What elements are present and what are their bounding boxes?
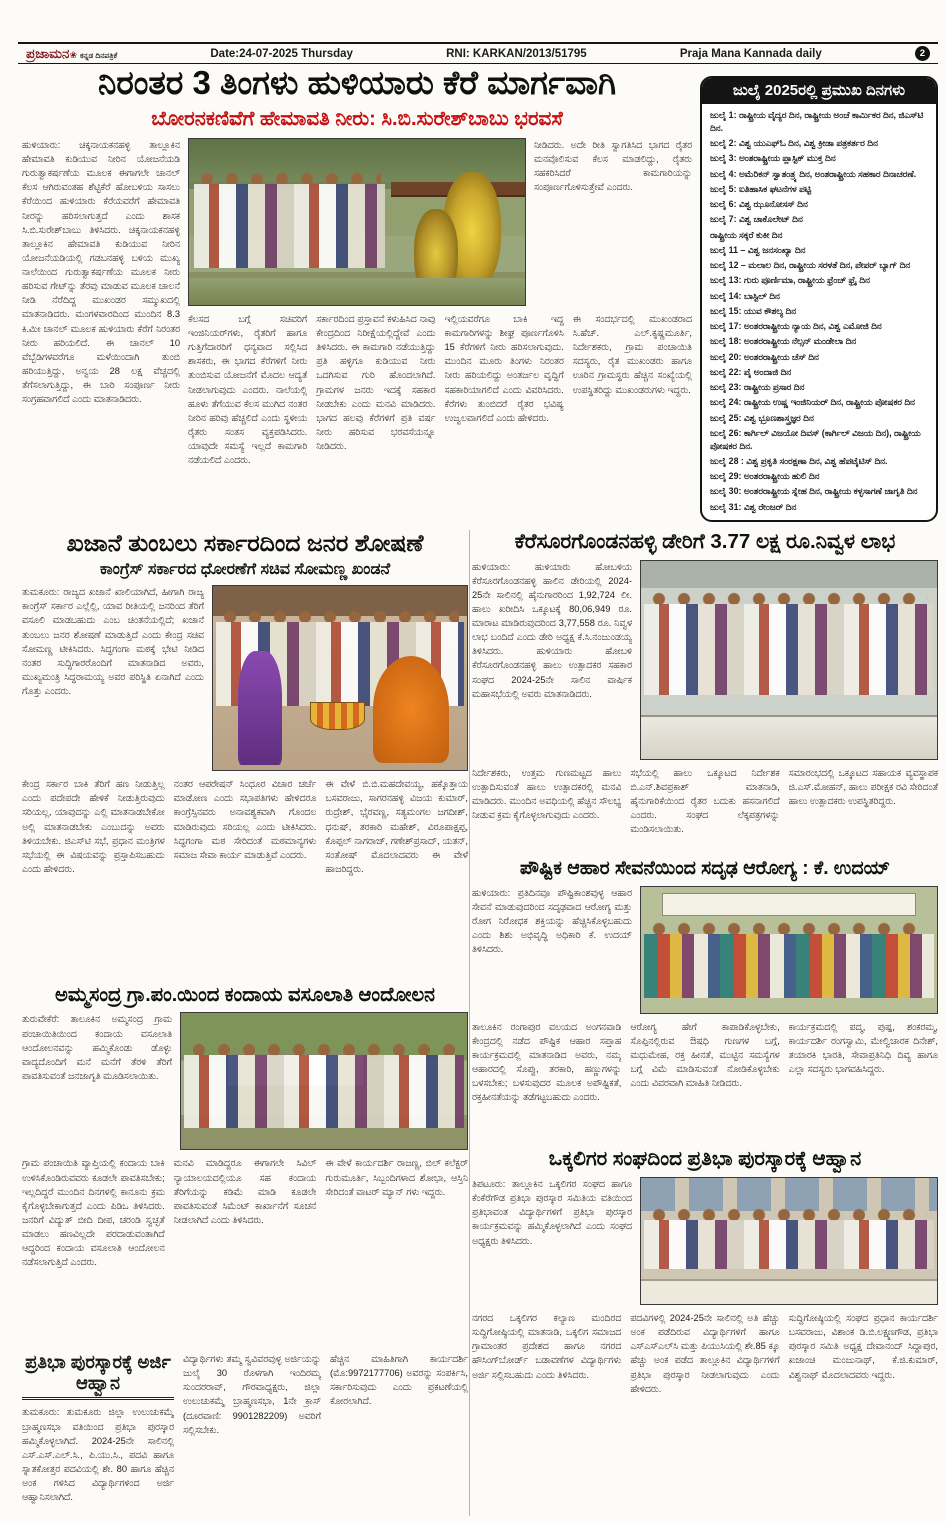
photo-crowd (641, 922, 937, 998)
photo-banner (662, 893, 917, 916)
body-column: ತುಮಕೂರು: ತುಮಕೂರು ಜಿಲ್ಲಾ ಉಲುಚುಕಮ್ಮೆ ಬ್ರಾಹ್ಮಣಸಭಾ ವತಿಯಿಂದ ಪ್ರತಿಭಾ ಪುರಸ್ಕಾರ ಹಮ್ಮಿಕೊಳ್ಳಲಾಗಿದೆ. 2024-25ನೇ ಸಾಲಿನಲ್ಲಿ ಎಸ್.ಎಸ್.ಎಲ್.ಸಿ., ಪಿ.ಯು.ಸಿ., ಪದವಿ ಹಾಗೂ ಸ್ನಾತಕೋತ್ತರ ಪದವಿಯಲ್ಲಿ ಶೇ. 80 ಹಾಗೂ ಹೆಚ್ಚಿನ ಅಂಕ ಗಳಿಸಿದ ವಿದ್ಯಾರ್ಥಿಗಳಿಂದ ಅರ್ಜಿ ಆಹ್ವಾನಿಸಲಾಗಿದೆ. (22, 1407, 174, 1503)
july-day-item: ಜುಲೈ 13: ಗುರು ಪೂರ್ಣಿಮಾ, ರಾಷ್ಟ್ರೀಯ ಫ್ರೆಂಚ್ ಫ್ರೈ ದಿನ (710, 275, 870, 286)
july-day-item: ಜುಲೈ 20: ಅಂತರರಾಷ್ಟ್ರೀಯ ಚೆಸ್ ದಿನ (710, 351, 819, 362)
july-day-item: ಜುಲೈ 14: ಬಾಸ್ಟಿಲ್ ದಿನ (710, 290, 780, 301)
body-column: ಆರೋಗ್ಯ ಹೇಗೆ ಕಾಪಾಡಿಕೊಳ್ಳಬೇಕು, ಸೊಪ್ಪಿನಲ್ಲಿರುವ ಔಷಧಿ ಗುಣಗಳ ಬಗ್ಗೆ, ಮಧುಮೇಹ, ರಕ್ತ ಹೀನತೆ, ಮುಟ್ಟಿನ ಸಮಸ್ಯೆಗಳ ಬಗ್ಗೆ ವಿಮೆ ಮಾಡಿಸುವಂತೆ ನೋಡಿಕೊಳ್ಳಬೇಕು ಎಂದು ವಿವರವಾಗಿ ಮಾಹಿತಿ ನೀಡಿದರು. (630, 1021, 780, 1089)
poshtika-columns-row (472, 1020, 938, 1132)
story-okkaliga (472, 1148, 938, 1518)
july-day-item: ಜುಲೈ 4: ಅಮೆರಿಕನ್ ಸ್ವಾತಂತ್ರ್ಯ ದಿನ, ಅಂತರಾಷ್ಟ್ರೀಯ ಸಹಕಾರ ದಿನಾಚರಣೆ. (710, 168, 917, 179)
body-column: ತಿಪಟೂರು: ತಾಲ್ಲೂಕಿನ ಒಕ್ಕಲಿಗರ ಸಂಘದ ಹಾಗೂ ಕೆಂಕೆರೆಗೌಡ ಪ್ರತಿಭಾ ಪುರಸ್ಕಾರ ಸಮಿತಿಯ ವತಿಯಿಂದ ಪ್ರತಿಭಾವಂತ ವಿದ್ಯಾರ್ಥಿಗಳಿಗೆ ಪ್ರತಿಭಾ ಪುರಸ್ಕಾರ ಕಾರ್ಯಕ್ರಮವನ್ನು ಹಮ್ಮಿಕೊಳ್ಳಲಾಗಿದೆ ಎಂದು ಸಂಘದ ಅಧ್ಯಕ್ಷರು ತಿಳಿಸಿದರು. (472, 1179, 632, 1246)
body-column: ನಂತರ ಆಪರೇಷನ್ ಸಿಂಧೂರ ವಿಚಾರ ಚರ್ಚೆ ಮಾಡೋಣ ಎಂದು ಸಭಾಪತಿಗಳು ಹೇಳಿದರೂ ಕಾಂಗ್ರೆಸ್ಸಿನವರು ಅನಾವಶ್ಯಕವಾಗಿ ಗೊಂದಲ ಮಾಡಿರುವುದು ಸರಿಯಲ್ಲ ಎಂದು ಟೀಕಿಸಿದರು. ಸಿದ್ಧಗಂಗಾ ಮಠ ಸೇರಿದಂತೆ ಮಠಮಾನ್ಯಗಳು ಸಮಾಜ ಸೇವಾ ಕಾರ್ಯ ಮಾಡುತ್ತಿವೆ ಎಂದರು. (173, 779, 317, 860)
poshtika-photo (640, 886, 938, 1014)
body-column: ನೀಡಿದರು. ಅದೇ ರೀತಿ ಸ್ವಾಗತಿಸಿದ ಭಾಗದ ರೈತರ ಮನವೊಲಿಸುವ ಕೆಲಸ ಮಾಡಲಿದ್ದು, ರೈತರು ಸಹಕರಿಸಿದರೆ ಕಾಮಗಾರಿಯನ್ನು ಸಂಪೂರ್ಣಗೊಳಿಸುತ್ತೇವೆ ಎಂದರು. (534, 139, 692, 193)
page-number-badge: 2 (915, 46, 930, 61)
story-dairy (472, 530, 938, 854)
rni-number: RNI: KARKAN/2013/51795 (446, 47, 587, 60)
body-column: ಹುಳಿಯಾರು: ಚಿಕ್ಕನಾಯಕನಹಳ್ಳಿ ತಾಲ್ಲೂಕಿನ ಹೇಮಾವತಿ ಕುಡಿಯುವ ನೀರಿನ ಯೋಜನೆಯಡಿ ಗುರುತ್ವಾಕರ್ಷಣೆಯ ಮೂಲಕ ಈಗಾಗಲೇ ಚಾನಲ್ ಕೆಲಸ ಆಗಿರುವಂತಹ ಶೆಟ್ಟಿಕೆರೆ ಹೋಬಳಿಯ ಸಾಸಲು ಕೆರೆಯಿಂದ ಹುಳಿಯಾರು ಕೆರೆಯವರೆಗೆ ಹೇಮಾವತಿ ನೀರನ್ನು ಹರಿಸಲಾಗುತ್ತದೆ ಎಂದು ಶಾಸಕ ಸಿ.ಬಿ.ಸುರೇಶ್‌ಬಾಬು ತಿಳಿಸಿದರು. ಚಿಕ್ಕನಾಯಕನಹಳ್ಳಿ ತಾಲ್ಲೂಕಿನ ಹೇಮಾವತಿ ಕುಡಿಯುವ ನೀರಿನ ಯೋಜನೆಯಡಿಯಲ್ಲಿ ಗಡಬನಹಳ್ಳಿ ಬಳಿಯ ಮುಖ್ಯ ನಾಲೆಯಿಂದ ಗುರುತ್ವಾಕರ್ಷಣೆಯ ಮೂಲಕ ನೀರು ಹರಿಸುವ ಗೇಟ್‌ನ್ನು ತೆರವು ಮಾಡುವ ಮೂಲಕ ಚಾಲನೆ ನೀಡಿ ನೆರೆದಿದ್ದ ಮುಖಂಡರ ಸಮ್ಮುಖದಲ್ಲಿ ಮಾತನಾಡಿದರು. ಮಂಗಳವಾರದಿಂದ ಮುಂದಿನ 8.3 ಕಿ.ಮೀ ಚಾನಲ್ ಮೂಲಕ ಹುಳಿಯಾರು ಕೆರೆಗೆ ನಿರಂತರ ನೀರು ಹರಿಯಲಿದೆ. ಈ ಚಾನಲ್ 10 ವೆಬ್ಬೆಡಿಗಳವರೆಗೂ ಮಳೆಯಿಂದಾಗಿ ತುಂಬಿ ಹರಿಯುತ್ತಿದ್ದು, ಅನ್ವಯ 28 ಲಕ್ಷ ವೆಚ್ಚದಲ್ಲಿ ತೆಗೆಸಲಾಗುತ್ತಿದ್ದು, ಈ ಬಾರಿ ಸಂಪೂರ್ಣ ನೀರು ಸಂಗ್ರಹವಾಗಲಿದೆ ಎಂದು ಮಾತನಾಡಿದರು. (22, 139, 180, 405)
july-day-item: ಜುಲೈ 26: ಕಾರ್ಗಿಲ್ ವಿಜಯೋ ದಿವಸ್ (ಕಾರ್ಗಿಲ್ ವಿಜಯ ದಿನ), ರಾಷ್ಟ್ರೀಯ ಪೋಷಕರ ದಿನ. (710, 427, 921, 451)
masthead-title-english: Praja Mana Kannada daily (679, 47, 822, 60)
lead-body (22, 138, 692, 506)
crowd-bodies (644, 604, 934, 695)
amma-headline: ಅಮ್ಮಸಂದ್ರ ಗ್ರಾ.ಪಂ.ಯಿಂದ ಕಂದಾಯ ವಸೂಲಾತಿ ಆಂದೋಲನ (55, 984, 435, 1006)
photo-fruit-basket (310, 702, 366, 730)
issue-date: Date:24-07-2025 Thursday (210, 47, 353, 60)
july-day-item: ಜುಲೈ 29: ಅಂತರರಾಷ್ಟ್ರೀಯ ಹುಲಿ ದಿನ (710, 471, 820, 481)
photo-swami (373, 656, 449, 763)
dairy-headline: ಕೆರೆಸೂರಗೊಂಡನಹಳ್ಳಿ ಡೇರಿಗೆ 3.77 ಲಕ್ಷ ರೂ.ನಿವ್ವಳ ಲಾಭ (514, 530, 896, 553)
july-day-item: ಜುಲೈ 30: ಅಂತರರಾಷ್ಟ್ರೀಯ ಸ್ನೇಹ ದಿನ, ರಾಷ್ಟ್ರೀಯ ಕಳ್ಳಸಾಗಣೆ ಜಾಗೃತಿ ದಿನ (710, 486, 918, 497)
pratibha-first-column (22, 1352, 174, 1516)
okkaliga-headline: ಒಕ್ಕಲಿಗರ ಸಂಘದಿಂದ ಪ್ರತಿಭಾ ಪುರಸ್ಕಾರಕ್ಕೆ ಆಹ್ವಾನ (548, 1148, 862, 1170)
photo-crowd (641, 592, 937, 695)
dairy-photo-row (472, 560, 938, 760)
lead-headline: ನಿರಂತರ 3 ತಿಂಗಳು ಹುಳಿಯಾರು ಕೆರೆ ಮಾರ್ಗವಾಗಿ (97, 64, 617, 101)
july-days-title: ಜುಲೈ 2025ರಲ್ಲಿ ಪ್ರಮುಖ ದಿನಗಳು (702, 78, 936, 104)
okkaliga-photo-row (472, 1177, 938, 1305)
body-column: ತುರುವೇಕೆರೆ: ತಾಲೂಕಿನ ಅಮ್ಮಸಂದ್ರ ಗ್ರಾಮ ಪಂಚಾಯಿತಿಯಿಂದ ಕಂದಾಯ ವಸೂಲಾತಿ ಆಂದೋಲನವನ್ನು ಹಮ್ಮಿಕೊಂಡು ಡೊಳ್ಳು ವಾದ್ಯದೊಂದಿಗೆ ಮನೆ ಮನೆಗೆ ತೆರಳಿ ತೆರಿಗೆ ಪಾವತಿಸುವಂತೆ ಜನಜಾಗೃತಿ ಮೂಡಿಸಲಾಯಿತು. (22, 1014, 172, 1081)
body-column: ಕೇಂದ್ರ ಸರ್ಕಾರ ಬಾಕಿ ತೆರಿಗೆ ಹಣ ನೀಡುತ್ತಿಲ್ಲ ಎಂದು ಪದೇಪದೇ ಹೇಳಿಕೆ ನೀಡುತ್ತಿರುವುದು ಸರಿಯಲ್ಲ, ಯಾವುದನ್ನು ಎಲ್ಲಿ ಮಾತನಾಡಬೇಕೋ ಅಲ್ಲಿ ಮಾತನಾಡಬೇಕು ಎಂಬುದನ್ನು ಅವರು ತಿಳಿಯಬೇಕು. ಜಿಎಸ್‌ಟಿ ಸಭೆ, ಪ್ರಧಾನ ಮಂತ್ರಿಗಳ ಸಭೆಯಲ್ಲಿ ಈ ವಿಷಯವನ್ನು ಪ್ರಸ್ತಾಪಿಸಬಹುದು ಎಂದು ಹೇಳಿದರು. (22, 779, 165, 874)
okkaliga-photo (640, 1177, 938, 1305)
photo-foreground (189, 278, 525, 305)
body-column: ಹುಳಿಯಾರು: ಪ್ರತಿದಿನವೂ ಪೌಷ್ಟಿಕಾಂಶವುಳ್ಳ ಆಹಾರ ಸೇವನೆ ಮಾಡುವುದರಿಂದ ಸದೃಢವಾದ ಆರೋಗ್ಯ ಮತ್ತು ರೋಗ ನಿರೋಧಕ ಶಕ್ತಿಯನ್ನು ಹೆಚ್ಚಿಸಿಕೊಳ್ಳಬಹುದು ಎಂದು ಶಿಶು ಅಭಿವೃದ್ಧಿ ಅಧಿಕಾರಿ ಕೆ. ಉದಯ್ ತಿಳಿಸಿದರು. (472, 887, 632, 955)
july-day-item: ಜುಲೈ 7: ವಿಶ್ವ ಚಾಕೊಲೇಟ್ ದಿನ (710, 214, 803, 225)
crowd-bodies (644, 934, 934, 998)
july-day-item: ಜುಲೈ 5: ಐತಿಹಾಸಿಕ ಘಟನೆಗಳ ಪಟ್ಟಿ (710, 183, 812, 194)
july-day-item: ಜುಲೈ 11 – ವಿಶ್ವ ಜನಸಂಖ್ಯಾ ದಿನ (710, 244, 806, 255)
body-column: ಮನವಿ ಮಾಡಿದ್ದರೂ ಈಗಾಗಲೇ ಸಿವಿಲ್ ನ್ಯಾಯಾಲಯದಲ್ಲಿಯೂ ಸಹ ಕಂದಾಯ ತೆರಿಗೆಯನ್ನು ಕಡಿಮೆ ಮಾಡಿ ಕೂಡಲೇ ಪಾವತಿಸುವಂತೆ ಸಿಮೆಂಟ್ ಕಾರ್ಖಾನೆಗೆ ಸೂಚನೆ ನೀಡಲಾಗಿದೆ ಎಂದು ತಿಳಿಸಿದರು. (173, 1158, 317, 1225)
july-day-item: ಜುಲೈ 6: ವಿಶ್ವ ಝೂನೋಸಸ್ ದಿನ (710, 199, 808, 209)
column-rule (469, 530, 470, 1516)
july-days-box (700, 76, 938, 522)
july-day-item: ಜುಲೈ 17: ಅಂತರರಾಷ್ಟ್ರೀಯ ನ್ಯಾಯ ದಿನ, ವಿಶ್ವ ಎಮೋಜಿ ದಿನ (710, 321, 882, 331)
body-column: ಈ ವೇಳೆ ಕಾರ್ಯದರ್ಶಿ ರಾಜಣ್ಣ, ಬಿಲ್ ಕಲೆಕ್ಟರ್ ಗುರುಮೂರ್ತಿ, ಸಿಬ್ಬಂದಿಗಳಾದ ಶೋಭಾ, ಆಸ್ತಿನಿ ಸೇರಿದಂತೆ ವಾಟರ್ ಮ್ಯಾನ್ ಗಳು ಇದ್ದರು. (325, 1158, 469, 1197)
photo-backdrop (641, 561, 937, 589)
logo-subtitle: ಕನ್ನಡ ದಿನಪತ್ರಿಕೆ (79, 50, 118, 60)
photo-crowd (192, 172, 387, 268)
somanna-columns-row (22, 777, 468, 969)
crowd-bodies (194, 184, 385, 268)
lead-subheadline: ಬೋರನಕಣಿವೆಗೆ ಹೇಮಾವತಿ ನೀರು: ಸಿ.ಬಿ.ಸುರೇಶ್‌ಬಾಬು ಭರವಸೆ (151, 107, 563, 130)
july-day-item: ಜುಲೈ 2: ವಿಶ್ವ ಯುಎಫ್‌ಓ ದಿನ, ವಿಶ್ವ ಕ್ರೀಡಾ ಪತ್ರಕರ್ತರ ದಿನ (710, 138, 878, 148)
july-day-item: ಜುಲೈ 24: ರಾಷ್ಟ್ರೀಯ ಉಷ್ಣ ಇಂಜಿನಿಯರ್ ದಿನ, ರಾಷ್ಟ್ರೀಯ ಪೋಷಕರ ದಿನ (710, 397, 915, 408)
photo-table (641, 1279, 937, 1304)
lead-columns-row (188, 312, 692, 506)
body-column: ಸರ್ಕಾರದಿಂದ ಪ್ರಸ್ತಾವನೆ ಕಳುಹಿಸಿದ ನಾವು ಕೇಂದ್ರದಿಂದ ನಿರೀಕ್ಷೆಯಲ್ಲಿದ್ದೇವೆ ಎಂದು ತಿಳಿಸಿದರು. ಈ ಕಾಮಗಾರಿ ನಡೆಯುತ್ತಿದ್ದು ಪ್ರತಿ ಹಳ್ಳಿಗೂ ಕುಡಿಯುವ ನೀರು ಒದಗಿಸುವ ಗುರಿ ಹೊಂದಲಾಗಿದೆ. ಗ್ರಾಮಗಳ ಜನರು ಇದಕ್ಕೆ ಸಹಕಾರ ನೀಡಬೇಕು ಎಂದು ಮನವಿ ಮಾಡಿದರು. ಭಾಗದ ಹಲವು ಕೆರೆಗಳಿಗೆ ಪ್ರತಿ ವರ್ಷ ನೀರು ಹರಿಸುವ ಭರವಸೆಯನ್ನೂ ನೀಡಿದರು. (316, 313, 436, 452)
body-column: ನಗರದ ಒಕ್ಕಲಿಗರ ಕಲ್ಯಾಣ ಮಂದಿರದ ಸುದ್ದಿಗೋಷ್ಠಿಯಲ್ಲಿ ಮಾತನಾಡಿ, ಒಕ್ಕಲಿಗ ಸಮಾಜದ ಗ್ರಾಮಾಂತರ ಪ್ರದೇಶದ ಹಾಗೂ ನಗರದ ಹೌಸಿಂಗ್‌ಬೋರ್ಡ್ ಬಡಾವಣೆಗಳ ವಿದ್ಯಾರ್ಥಿಗಳು ಅರ್ಜಿ ಸಲ್ಲಿಸಬಹುದು ಎಂದು ತಿಳಿಸಿದರು. (472, 1313, 622, 1380)
body-column: ಇಲ್ಲಿಯವರೆಗೂ ಬಾಕಿ ಇದ್ದ ಕಾಮಗಾರಿಗಳನ್ನು ಶೀಘ್ರ ಪೂರ್ಣಗೊಳಿಸಿ 15 ಕೆರೆಗಳಿಗೆ ನೀರು ಹರಿಸಲಾಗುವುದು. ಮುಂದಿನ ಮೂರು ತಿಂಗಳು ನಿರಂತರ ನೀರು ಹರಿಯಲಿದ್ದು ಅಂತರ್ಜಲ ವೃದ್ಧಿಗೆ ಸಹಕಾರಿಯಾಗಲಿದೆ ಎಂದು ವಿವರಿಸಿದರು. ಕೆರೆಗಳು ತುಂಬಿದರೆ ರೈತರ ಭವಿಷ್ಯ ಉಜ್ವಲವಾಗಲಿದೆ ಎಂದು ಹೇಳಿದರು. (444, 313, 564, 423)
july-day-item: ಜುಲೈ 3: ಅಂತರಾಷ್ಟ್ರೀಯ ಪ್ಲಾಸ್ಟಿಕ್ ಮುಕ್ತ ದಿನ (710, 153, 836, 164)
amma-photo (180, 1012, 468, 1150)
crowd-bodies (644, 1220, 934, 1268)
body-column: ತುಮಕೂರು: ರಾಜ್ಯದ ಖಜಾನೆ ಖಾಲಿಯಾಗಿದೆ, ಹೀಗಾಗಿ ರಾಜ್ಯ ಕಾಂಗ್ರೆಸ್ ಸರ್ಕಾರ ಎಲ್ಲೆಲ್ಲಿ, ಯಾವ ರೀತಿಯಲ್ಲಿ ಜನರಿಂದ ತೆರಿಗೆ ವಸೂಲಿ ಮಾಡಬಹುದು ಎಂಬ ಚಿಂತನೆಯಲ್ಲಿದೆ; ಖಜಾನೆ ತುಂಬಲು ಜನರ ಶೋಷಣೆ ಮಾಡುತ್ತಿದೆ ಎಂದು ಕೇಂದ್ರ ಸಚಿವ ಸೋಮಣ್ಣ ಟೀಕಿಸಿದರು. ಸಿದ್ಧಗಂಗಾ ಮಠಕ್ಕೆ ಭೇಟಿ ನೀಡಿದ ನಂತರ ಸುದ್ದಿಗಾರರೊಂದಿಗೆ ಮಾತನಾಡಿದ ಅವರು, ಮುಖ್ಯಮಂತ್ರಿ ಸಿದ್ಧರಾಮಯ್ಯ ಅವರ ಪರಿಸ್ಥಿತಿ ಏನಾಗಿದೆ ಎಂದು ಗೊತ್ತು ಎಂದರು. (22, 587, 204, 697)
story-somanna (22, 530, 468, 982)
masthead (18, 42, 938, 64)
photo-crowd (181, 1043, 467, 1127)
july-day-item: ಜುಲೈ 28 : ವಿಶ್ವ ಪ್ರಕೃತಿ ಸಂರಕ್ಷಣಾ ದಿನ, ವಿಶ್ವ ಹೆಪಟೈಟಿಸ್ ದಿನ. (710, 455, 888, 466)
body-column: ಕೆಲಸದ ಬಗ್ಗೆ ಸಚಿವರಿಗೆ ಇಂಜಿನಿಯರ್‌ಗಳು, ರೈತರಿಗೆ ಹಾಗೂ ಗುತ್ತಿಗೆದಾರರಿಗೆ ಧನ್ಯವಾದ ಸಲ್ಲಿಸಿದ ಶಾಸಕರು, ಈ ಭಾಗದ ಕೆರೆಗಳಿಗೆ ನೀರು ತುಂಬಿಸುವ ಯೋಜನೆಗೆ ಮೊದಲ ಆದ್ಯತೆ ನೀಡಲಾಗುವುದು ಎಂದರು. ನಾಲೆಯಲ್ಲಿ ಹೂಳು ತೆಗೆಯುವ ಕೆಲಸ ಮುಗಿದ ನಂತರ ನೀರಿನ ಹರಿವು ಹೆಚ್ಚಲಿದೆ ಎಂದು ಸ್ಥಳೀಯ ರೈತರು ಸಂತಸ ವ್ಯಕ್ತಪಡಿಸಿದರು. ಯಾವುದೇ ಸಮಸ್ಯೆ ಇಲ್ಲದೆ ಕಾಮಗಾರಿ ನಡೆಯಲಿದೆ ಎಂದರು. (188, 313, 308, 466)
body-column: ಸಭೆಯಲ್ಲಿ ಹಾಲು ಒಕ್ಕೂಟದ ನಿರ್ದೇಶಕ ಬಿ.ಎನ್.ಶಿವಪ್ರಕಾಶ್ ಮಾತನಾಡಿ, ಹೈನುಗಾರಿಕೆಯಿಂದ ರೈತರ ಬದುಕು ಹಸನಾಗಲಿದೆ ಎಂದರು. ಸಂಘದ ಲೆಕ್ಕಪತ್ರಗಳನ್ನು ಮಂಡಿಸಲಾಯಿತು. (630, 767, 780, 835)
lead-photo-row (188, 138, 692, 306)
story-poshtika (472, 858, 938, 1144)
body-column: ಈ ವೇಳೆ ಬಿ.ಬಿ.ಮಹದೇವಯ್ಯ, ಹಕ್ಕೊತ್ತಾಯ ಬಸವರಾಜು, ಸಾಗರನಹಳ್ಳಿ ವಿಜಯ ಕುಮಾರ್, ರುದ್ರೇಶ್, ಭೈರವಣ್ಣ, ಸತ್ಯಮಂಗಲ ಜಗದೀಶ್, ಧನುಷ್, ತರಕಾರಿ ಮಹೇಶ್, ವಿರೂಪಾಕ್ಷಪ್ಪ, ಕೊಪ್ಪಲ್ ನಾಗರಾಜ್, ಗಣೇಶ್‌ಪ್ರಸಾದ್, ಯತನ್, ಸಂತೋಷ್ ಮೊದಲಾದವರು ಈ ವೇಳೆ ಹಾಜರಿದ್ದರು. (325, 779, 469, 874)
dairy-photo (640, 560, 938, 760)
july-days-list (702, 104, 936, 521)
body-column: ವಿದ್ಯಾರ್ಥಿಗಳು ತಮ್ಮ ಸ್ವವಿವರವುಳ್ಳ ಅರ್ಜಿಯನ್ನು ಜುಲೈ 30 ರೊಳಗಾಗಿ ಇಂದಿರಮ್ಮ ಸುಂದರರಾವ್, ಗೌರವಾಧ್ಯಕ್ಷರು, ಜಿಲ್ಲಾ ಉಲುಚುಕಮ್ಮೆ ಬ್ರಾಹ್ಮಣಸಭಾ, 1ನೇ ಕ್ರಾಸ್ (ದೂರವಾಣಿ: 9901282209) ಅವರಿಗೆ ಸಲ್ಲಿಸಬೇಕು. (183, 1354, 321, 1435)
somanna-subheadline: ಕಾಂಗ್ರೆಸ್ ಸರ್ಕಾರದ ಧೋರಣೆಗೆ ಸಚಿವ ಸೋಮಣ್ಣ ಖಂಡನೆ (99, 561, 391, 579)
dairy-columns-row (472, 766, 938, 848)
newspaper-logo (26, 46, 117, 62)
body-column: ಕಾರ್ಯಕ್ರಮದಲ್ಲಿ ಪದ್ಮ, ಪುಷ್ಪ, ಶಂಕರಮ್ಮ, ಕಾರ್ಯದರ್ಶಿ ರಂಗಸ್ವಾಮಿ, ಮೇಲ್ವಿಚಾರಕ ದಿನೇಶ್, ತಯಾರಕಿ ಭಾರತಿ, ಸೇವಾಪ್ರತಿನಿಧಿ ದಿವ್ಯ ಹಾಗೂ ಎಲ್ಲಾ ಸದಸ್ಯರು ಭಾಗವಹಿಸಿದ್ದರು. (788, 1021, 938, 1075)
body-column: ಹೆಚ್ಚಿನ ಮಾಹಿತಿಗಾಗಿ ಕಾರ್ಯದರ್ಶಿ (ಮೊ:9972177706) ಅವರನ್ನು ಸಂಪರ್ಕಿಸಿ, ಸರ್ಕಾರಿಸುವುದು ಎಂದು ಪ್ರಕಟಣೆಯಲ್ಲಿ ಕೋರಲಾಗಿದೆ. (330, 1354, 468, 1407)
okkaliga-columns-row (472, 1311, 938, 1489)
july-day-item: ಜುಲೈ 1: ರಾಷ್ಟ್ರೀಯ ವೈದ್ಯರ ದಿನ, ರಾಷ್ಟ್ರೀಯ ಅಂಚೆ ಕಾರ್ಮಿಕರ ದಿನ, ಜಿಎಸ್‌ಟಿ ದಿನ. (710, 110, 924, 133)
body-column: ತಾಲೂಕಿನ ರಂಗಾಪುರ ವಲಯದ ಅಂಗನವಾಡಿ ಕೇಂದ್ರದಲ್ಲಿ ನಡೆದ ಪೌಷ್ಟಿಕ ಆಹಾರ ಸಪ್ತಾಹ ಕಾರ್ಯಕ್ರಮದಲ್ಲಿ ಮಾತನಾಡಿದ ಅವರು, ನಮ್ಮ ಆಹಾರದಲ್ಲಿ ಸೊಪ್ಪು, ತರಕಾರಿ, ಹಣ್ಣುಗಳನ್ನು ಬಳಸಬೇಕು; ಬಳಸುವುದರ ಮೂಲಕ ಅಪೌಷ್ಟಿಕತೆ, ರಕ್ತಹೀನತೆಯನ್ನು ತಡೆಗಟ್ಟಬಹುದು ಎಂದರು. (472, 1021, 622, 1103)
somanna-photo (212, 585, 468, 771)
july-day-item: ಜುಲೈ 31: ವಿಶ್ವ ರೇಂಜರ್ ದಿನ (710, 501, 797, 512)
poshtika-headline: ಪೌಷ್ಟಿಕ ಆಹಾರ ಸೇವನೆಯಿಂದ ಸದೃಢ ಆರೋಗ್ಯ : ಕೆ. ಉದಯ್ (519, 858, 891, 879)
body-column: ಪದವಿಗಳಲ್ಲಿ 2024-25ನೇ ಸಾಲಿನಲ್ಲಿ ಅತಿ ಹೆಚ್ಚು ಅಂಕ ಪಡೆದಿರುವ ವಿದ್ಯಾರ್ಥಿಗಳಿಗೆ ಹಾಗೂ ಎಸ್‌ಎಸ್‌ಎಲ್‌ಸಿ ಮತ್ತು ಪಿಯುಸಿಯಲ್ಲಿ ಶೇ.85 ಕ್ಕೂ ಹೆಚ್ಚು ಅಂಕ ಪಡೆದ ತಾಲ್ಲೂಕಿನ ವಿದ್ಯಾರ್ಥಿಗಳಿಗೆ ಪ್ರತಿಭಾ ಪುರಸ್ಕಾರ ನೀಡಲಾಗುವುದು ಎಂದು ಹೇಳಿದರು. (630, 1313, 780, 1394)
crowd-bodies (184, 1055, 464, 1127)
july-day-item: ಜುಲೈ 12 – ಮಲಾಲ ದಿನ, ರಾಷ್ಟ್ರೀಯ ಸರಳತೆ ದಿನ, ಪೇಪರ್ ಬ್ಯಾಗ್ ದಿನ (710, 260, 911, 270)
somanna-headline: ಖಜಾನೆ ತುಂಬಲು ಸರ್ಕಾರದಿಂದ ಜನರ ಶೋಷಣೆ (66, 530, 424, 556)
pratibha-headline: ಪ್ರತಿಭಾ ಪುರಸ್ಕಾರಕ್ಕೆ ಅರ್ಜಿ ಆಹ್ವಾನ (22, 1352, 174, 1400)
lead-photo (188, 138, 526, 306)
amma-photo-row (22, 1012, 468, 1150)
body-column: ನಿರ್ದೇಶಕರು, ಉತ್ತಮ ಗುಣಮಟ್ಟದ ಹಾಲು ಉತ್ಪಾದಿಸುವಂತೆ ಹಾಲು ಉತ್ಪಾದಕರಲ್ಲಿ ಮನವಿ ಮಾಡಿದರು. ಮುಂದಿನ ಅವಧಿಯಲ್ಲಿ ಹೆಚ್ಚಿನ ಸೌಲಭ್ಯ ನೀಡುವ ಕ್ರಮ ಕೈಗೊಳ್ಳಲಾಗುವುದು ಎಂದರು. (472, 767, 622, 820)
body-column: ಸುದ್ದಿಗೋಷ್ಠಿಯಲ್ಲಿ ಸಂಘದ ಪ್ರಧಾನ ಕಾರ್ಯದರ್ಶಿ ಬಸವರಾಜು, ವಿಶಾಂಕ ಡಿ.ಬಿ.ಲಕ್ಷ್ಮಣಗೌಡ, ಪ್ರತಿಭಾ ಪುರಸ್ಕಾರ ಸಮಿತಿ ಅಧ್ಯಕ್ಷ ದೇವಾನಂದ್ ಸಿದ್ದಾಪುರ, ಖಜಾಂಚಿ ಮಂಜುನಾಥ್, ಕೆ.ಜಿ.ಕುಮಾರ್, ವಿಶ್ವನಾಥ್ ಮೊದಲಾದವರು ಇದ್ದರು. (788, 1313, 938, 1380)
story-pratibha (22, 1352, 468, 1516)
photo-crowd (641, 1208, 937, 1268)
photo-woman-saree (238, 651, 281, 765)
july-day-item: ರಾಷ್ಟ್ರೀಯ ಸಕ್ಕರೆ ಕುಕೀ ದಿನ (710, 229, 783, 240)
flower-icon: ❀ (69, 49, 77, 60)
amma-columns-row (22, 1156, 468, 1324)
july-day-item: ಜುಲೈ 15: ಯುವ ಕೌಶಲ್ಯ ದಿನ (710, 305, 797, 316)
july-day-item: ಜುಲೈ 23: ರಾಷ್ಟ್ರೀಯ ಪ್ರಸಾರ ದಿನ (710, 382, 805, 392)
body-column: ಸಮಾರಂಭದಲ್ಲಿ ಒಕ್ಕೂಟದ ಸಹಾಯಕ ವ್ಯವಸ್ಥಾಪಕ ಜಿ.ಎಸ್.ಮೋಹನ್, ಹಾಲು ಪರೀಕ್ಷಕ ರವಿ ಸೇರಿದಂತೆ ಹಾಲು ಉತ್ಪಾದಕರು ಉಪಸ್ಥಿತರಿದ್ದರು. (788, 767, 938, 806)
body-column: ಗ್ರಾಮ ಪಂಚಾಯಿತಿ ವ್ಯಾಪ್ತಿಯಲ್ಲಿ ಕಂದಾಯ ಬಾಕಿ ಉಳಿಸಿಕೊಂಡಿರುವವರು ಕೂಡಲೇ ಪಾವತಿಸಬೇಕು; ಇಲ್ಲದಿದ್ದರೆ ಮುಂದಿನ ದಿನಗಳಲ್ಲಿ ಕಾನೂನು ಕ್ರಮ ಕೈಗೊಳ್ಳಬೇಕಾಗುತ್ತದೆ ಎಂದು ಪಿಡಿಒ ತಿಳಿಸಿದರು. ಜನರಿಗೆ ವಿದ್ಯುತ್ ಬೀದಿ ದೀಪ, ಚರಂಡಿ ಸ್ವಚ್ಛತೆ ಮಾಡಲು ಹಣವಿಲ್ಲದೇ ಪರದಾಡುವಂತಾಗಿದೆ ಆದ್ದರಿಂದ ಕಂದಾಯ ವಸೂಲಾತಿ ಆಂದೋಲನ ನಡೆಸಲಾಗುತ್ತಿದೆ ಎಂದರು. (22, 1158, 165, 1268)
july-day-item: ಜುಲೈ 25: ವಿಶ್ವ ಭ್ರೂಣಶಾಸ್ತ್ರಜ್ಞರ ದಿನ (710, 412, 814, 423)
story-lead (22, 64, 692, 524)
photo-table (641, 715, 937, 759)
body-column: ಈ ಸಂದರ್ಭದಲ್ಲಿ ಮುಖಂಡರಾದ ಸಿ.ಹೆಚ್. ಎಲ್.ಕೃಷ್ಣಮೂರ್ತಿ, ನಿರ್ದೇಶಕರು, ಗ್ರಾಮ ಪಂಚಾಯಿತಿ ಸದಸ್ಯರು, ರೈತ ಮುಖಂಡರು ಹಾಗೂ ಊರಿನ ಗ್ರಾಮಸ್ಥರು ಹೆಚ್ಚಿನ ಸಂಖ್ಯೆಯಲ್ಲಿ ಉಪಸ್ಥಿತರಿದ್ದು ಮುಖಂಡರುಗಳು ಇದ್ದರು. (572, 313, 692, 395)
photo-windows (641, 1178, 937, 1211)
body-column: ಹುಳಿಯಾರು: ಹುಳಿಯಾರು ಹೋಬಳಿಯ ಕೆರೆಸೂರಗೊಂಡನಹಳ್ಳಿ ಹಾಲಿನ ಡೇರಿಯಲ್ಲಿ 2024-25ನೇ ಸಾಲಿನಲ್ಲಿ ಹೈನುಗಾರರಿಂದ 1,92,724 ಲೀ. ಹಾಲು ಖರೀದಿಸಿ ಒಕ್ಕೂಟಕ್ಕೆ 80,06,949 ರೂ. ಮಾರಾಟ ಮಾಡಿರುವುದರಿಂದ 3,77,558 ರೂ. ನಿವ್ವಳ ಲಾಭ ಬಂದಿದೆ ಎಂದು ಡೇರಿ ಅಧ್ಯಕ್ಷ ಕೆ.ಸಿ.ನಂಜುಂಡಯ್ಯ ತಿಳಿಸಿದರು. ಹುಳಿಯಾರು ಹೋಬಳಿ ಕೆರೆಸೂರಗೊಂಡನಹಳ್ಳಿ ಹಾಲು ಉತ್ಪಾದಕರ ಸಹಕಾರ ಸಂಘದ 2024-25ನೇ ಸಾಲಿನ ವಾರ್ಷಿಕ ಮಹಾಸಭೆಯಲ್ಲಿ ಅವರು ಮಾತನಾಡಿದರು. (472, 561, 632, 699)
story-amma (22, 984, 468, 1346)
july-day-item: ಜುಲೈ 22: ಪೈ ಅಂದಾಜಿ ದಿನ (710, 366, 792, 377)
july-day-item: ಜುಲೈ 18: ಅಂತರರಾಷ್ಟ್ರೀಯ ನೆಲ್ಸನ್ ಮಂಡೇಲಾ ದಿನ (710, 336, 857, 347)
lead-right-wrap (188, 138, 692, 506)
logo-text: ಪ್ರಜಾಮನ (26, 45, 70, 61)
poshtika-photo-row (472, 886, 938, 1014)
somanna-photo-row (22, 585, 468, 771)
